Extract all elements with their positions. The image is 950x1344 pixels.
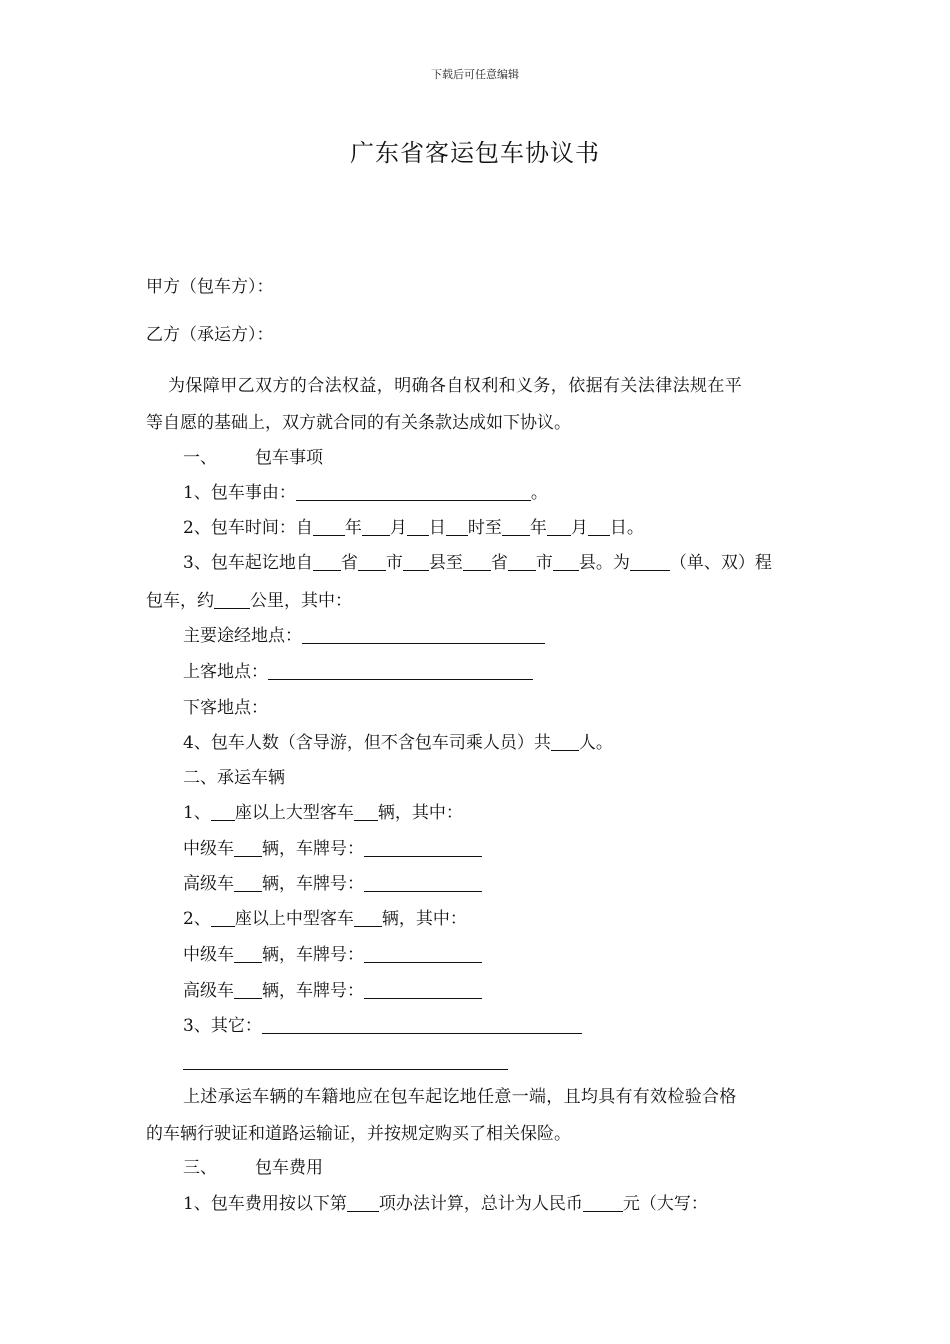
medium-bus-line [183,909,467,929]
distance-field[interactable] [214,592,250,609]
section-1-number: 一、 [183,448,217,468]
charter-reason-line [183,483,548,503]
medium-high-plate-field[interactable] [364,982,482,999]
text: 中级车 [183,945,234,965]
end-year-field[interactable] [502,519,530,536]
vehicle-note-line-1: 上述承运车辆的车籍地应在包车起讫地任意一端，且均具有有效检验合格 [183,1087,737,1107]
start-year-field[interactable] [313,519,345,536]
text: 辆，车牌号： [262,981,364,1001]
text: 年 [529,518,547,538]
passenger-count-line [183,733,613,753]
start-day-field[interactable] [407,519,429,536]
section-1-heading [183,448,323,468]
section-3-number: 三、 [183,1158,217,1178]
text: 省 [340,553,358,573]
start-hour-field[interactable] [446,519,468,536]
main-route-field[interactable] [302,627,545,644]
text: 1、包车费用按以下第 [183,1194,347,1214]
text: 辆，其中： [381,909,467,929]
origin-city-field[interactable] [358,554,386,571]
text: 1、 [183,803,211,823]
text: 公里，其中： [250,591,352,611]
text: 座以上大型客车 [234,803,354,823]
end-month-field[interactable] [547,519,571,536]
section-2-heading: 二、承运车辆 [183,768,285,788]
other-line [183,1016,582,1036]
text: 年 [344,518,362,538]
charter-reason-label: 1、包车事由： [183,483,296,503]
dest-province-field[interactable] [463,554,491,571]
medium-mid-count-field[interactable] [234,946,262,963]
charter-time-line [183,518,644,538]
text: 座以上中型客车 [234,909,354,929]
origin-county-field[interactable] [403,554,429,571]
text: 日 [428,518,446,538]
text: 时至 [467,518,502,538]
text: 月 [389,518,407,538]
large-bus-count-field[interactable] [354,804,378,821]
medium-mid-grade-line [183,945,482,965]
start-month-field[interactable] [362,519,390,536]
header-note: 下载后可任意编辑 [431,68,519,81]
text: 3、包车起讫地自 [183,553,313,573]
other-field-continuation[interactable] [183,1053,508,1070]
section-1-title: 包车事项 [255,448,323,468]
large-high-grade-line [183,874,482,894]
text: 高级车 [183,981,234,1001]
large-high-count-field[interactable] [234,875,262,892]
text: 辆，车牌号： [262,945,364,965]
main-route-line [183,626,545,646]
origin-province-field[interactable] [313,554,341,571]
text: （单、双）程 [669,553,772,573]
intro-line-2: 等自愿的基础上，双方就合同的有关条款达成如下协议。 [146,413,571,433]
text: 辆，其中： [377,803,463,823]
end-day-field[interactable] [588,519,610,536]
text: 县。为 [578,553,630,573]
vehicle-note-line-2: 的车辆行驶证和道路运输证，并按规定购买了相关保险。 [146,1124,571,1144]
document-title: 广东省客运包车协议书 [350,139,600,167]
route-line [183,553,772,573]
trip-type-field[interactable] [630,554,670,571]
pickup-field[interactable] [268,663,533,680]
dropoff-label: 下客地点： [183,698,268,718]
dest-city-field[interactable] [508,554,536,571]
medium-high-count-field[interactable] [234,982,262,999]
text: 县至 [428,553,463,573]
text: 元（大写： [622,1194,708,1214]
text: 人。 [578,733,613,753]
text: 包车，约 [146,591,214,611]
fee-line [183,1194,708,1214]
text: 市 [385,553,403,573]
charter-reason-field[interactable] [296,484,531,501]
text: 辆，车牌号： [262,839,364,859]
text: 2、包车时间：自 [183,518,313,538]
large-bus-seats-field[interactable] [211,804,235,821]
text: 项办法计算，总计为人民币 [378,1194,583,1214]
other-field[interactable] [262,1017,582,1034]
text: 月 [570,518,588,538]
dropoff-line [183,698,268,718]
large-mid-plate-field[interactable] [364,840,482,857]
text: 高级车 [183,874,234,894]
medium-bus-seats-field[interactable] [211,910,235,927]
intro-line-1: 为保障甲乙双方的合法权益，明确各自权利和义务，依据有关法律法规在平 [168,376,743,396]
medium-bus-count-field[interactable] [354,910,382,927]
section-3-title: 包车费用 [255,1158,323,1178]
large-bus-line [183,803,463,823]
text: 中级车 [183,839,234,859]
large-mid-count-field[interactable] [234,840,262,857]
medium-mid-plate-field[interactable] [364,946,482,963]
text: 省 [490,553,508,573]
large-mid-grade-line [183,839,482,859]
text: 市 [535,553,553,573]
party-b-label: 乙方（承运方）： [146,325,274,345]
text: 2、 [183,909,211,929]
medium-high-grade-line [183,981,482,1001]
pickup-label: 上客地点： [183,662,268,682]
other-continuation-line [183,1052,508,1072]
other-label: 3、其它： [183,1016,262,1036]
period: 。 [530,483,548,503]
pickup-line [183,662,533,682]
main-route-label: 主要途经地点： [183,626,302,646]
text: 日。 [609,518,644,538]
fee-amount-field[interactable] [583,1195,623,1212]
dest-county-field[interactable] [553,554,579,571]
text: 辆，车牌号： [262,874,364,894]
passenger-count-field[interactable] [551,734,579,751]
text: 4、包车人数（含导游，但不含包车司乘人员）共 [183,733,551,753]
party-a-label: 甲方（包车方）： [146,277,274,297]
large-high-plate-field[interactable] [364,875,482,892]
fee-method-field[interactable] [347,1195,379,1212]
distance-line [146,591,352,611]
section-3-heading [183,1158,323,1178]
